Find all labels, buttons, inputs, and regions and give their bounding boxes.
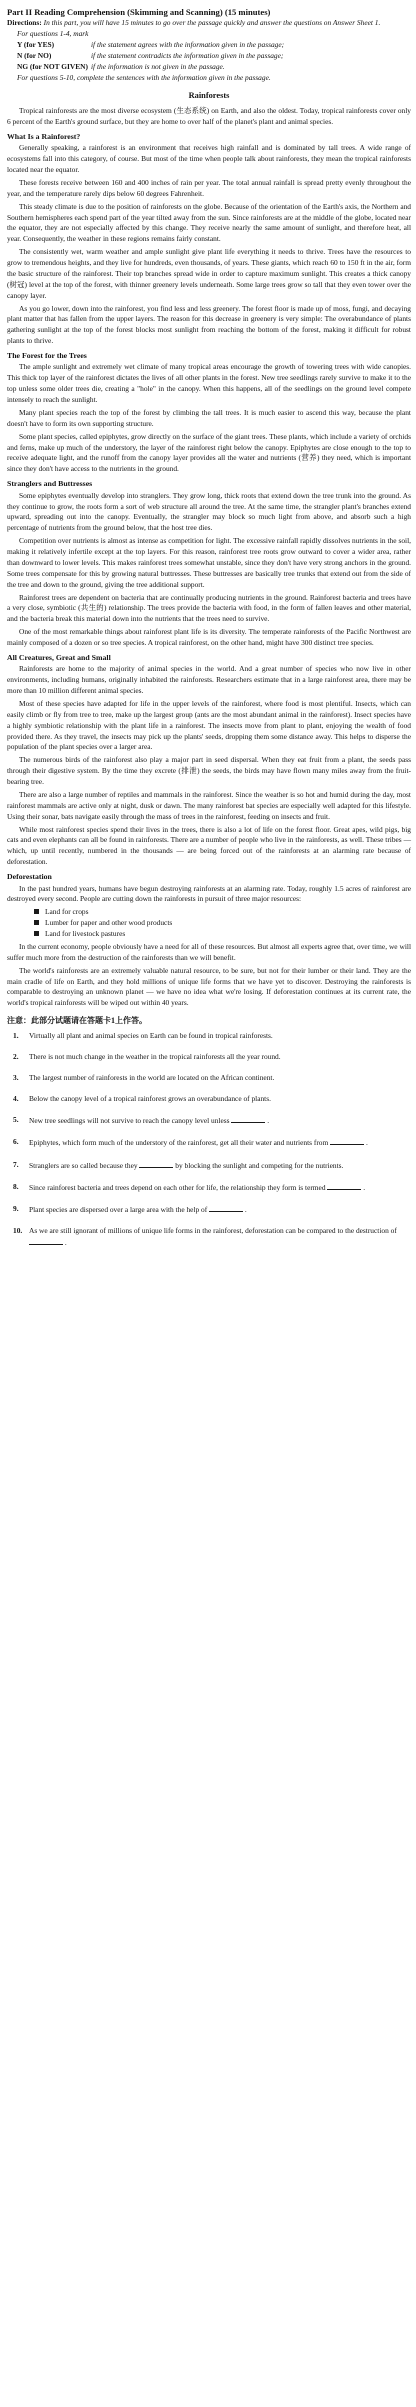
paragraph: The ample sunlight and extremely wet climate of many tropical areas encourage the growth of towering trees with wide canopies. This thick top layer of the rainforest dictates the lives of all other plants in the forest. New tree seedlings rarely survive to make it to the top unless some older trees die, creating a "hole" in the canopy. When this happens, all of the seedlings on the ground level compete intensely to reach the sunlight. [7, 362, 411, 405]
answer-blank [29, 1236, 63, 1245]
answer-option [17, 62, 411, 73]
question-number: 8. [13, 1181, 19, 1191]
part-title: Part II Reading Comprehension (Skimming and Scanning) (15 minutes) [7, 7, 271, 17]
question-stem: Below the canopy level of a tropical rainforest grows an overabundance of plants. [29, 1094, 271, 1104]
question-stem: New tree seedlings will not survive to reach the canopy level unless [29, 1116, 230, 1126]
question-number: 9. [13, 1203, 19, 1213]
paragraph: The numerous birds of the rainforest also play a major part in seed dispersal. When they eat fruit from a plant, the seeds pass through their digestive system. By the time they excrete (排泄) the seeds, the birds may have flown many miles away from the fruit-bearing tree. [7, 755, 411, 787]
paragraph: This steady climate is due to the position of rainforests on the globe. Because of the orientation of the Earth's axis, the Northern and Southern hemispheres each spend part of the year tilted away from the sun. Since rainforests are at the middle of the globe, located near the equator, they are not especially affected by this change. They receive nearly the same amount of sunlight, and therefore heat, all year. Consequently, the weather in these regions remains fairly constant. [7, 201, 411, 244]
square-bullet-icon [34, 931, 39, 936]
section-heading: Stranglers and Buttresses [7, 479, 93, 489]
bullet-list [7, 907, 411, 940]
paragraph: Most of these species have adapted for life in the upper levels of the rainforest, where food is most plentiful. Insects, which can easily climb or fly from tree to tree, make up the largest group (ants are the most abundant animal in the rainforest). Insect species have a highly symbiotic relationship with the plant life in a rainforest. The insects move from plant to plant, enjoying the wealth of food provided there. As they travel, the insects may pick up the plants' seeds, dropping them some distance away. This helps to disperse the population of the plant species over a larger area. [7, 698, 411, 752]
article-section [7, 652, 411, 868]
question-item [13, 1051, 411, 1062]
paragraph: These forests receive between 160 and 400 inches of rain per year. The total annual rainfall is spread pretty evenly throughout the year, and the temperature rarely dips below 60 degrees Fahrenheit. [7, 177, 411, 198]
paragraph: Generally speaking, a rainforest is an environment that receives high rainfall and is dominated by tall trees. A wide range of ecosystems fall into this category, of course. But most of the time when people talk about rainforests, they mean the tropical rainforests located near the equator. [7, 143, 411, 174]
answer-option [17, 40, 411, 51]
question-stem: Since rainforest bacteria and trees depend on each other for life, the relationship they form is termed [29, 1182, 326, 1192]
question-item [13, 1072, 411, 1083]
question-text [29, 1072, 411, 1083]
question-item [13, 1093, 411, 1104]
question-text [29, 1203, 411, 1215]
question-text [29, 1159, 411, 1171]
question-item [13, 1114, 411, 1126]
article-title: Rainforests [188, 90, 230, 100]
paragraph: Some epiphytes eventually develop into stranglers. They grow long, thick roots that extend down the tree trunk into the ground. As they continue to grow, the roots form a sort of web structure all around the tree. At the same time, the strangler plant's branches extend upward, spreading out into the canopy. Eventually, the strangler may block so much light from above, and absorb such a high percentage of nutrients from the ground below, that the host tree dies. [7, 490, 411, 533]
bullet-text: Land for crops [45, 907, 89, 917]
bullet-item [45, 929, 411, 940]
section-heading: Deforestation [7, 872, 52, 882]
paragraph: One of the most remarkable things about rainforest plant life is its diversity. The temperate rainforests of the Pacific Northwest are mainly composed of a dozen or so tree species. A tropical rainforest, on the other hand, might have 300 distinct tree species. [7, 627, 411, 648]
question-tail: . [363, 1182, 366, 1192]
question-tail: . [64, 1238, 67, 1248]
question-number: 3. [13, 1073, 19, 1083]
question-text [29, 1225, 411, 1248]
question-stem: Virtually all plant and animal species on Earth can be found in tropical rainforests. [29, 1030, 273, 1040]
section-heading: All Creatures, Great and Small [7, 652, 111, 662]
option-key: Y (for YES) [17, 40, 55, 50]
answer-blank [139, 1159, 173, 1168]
paragraph: Rainforests are home to the majority of animal species in the world. And a great number of species who now live in other environments, including humans, originally inhabited the rainforests. Researchers estimate that in a large rainforest area, there may be more than 10 million different animal species. [7, 664, 411, 696]
article-sections [7, 131, 411, 1009]
article-section [7, 350, 411, 475]
paragraph: Some plant species, called epiphytes, grow directly on the surface of the giant trees. These plants, which include a variety of orchids and ferns, make up much of the understory, the layer of the rainforest right below the canopy. Epiphytes are close enough to the top to receive adequate light, and the runoff from the canopy layer provides all the water and nutrients (营养) they need, which is important since they don't have access to the nutrients in the ground. [7, 431, 411, 474]
option-key: N (for NO) [17, 51, 52, 61]
answer-blank [209, 1203, 243, 1212]
questions-1-4-instruction: For questions 1-4, mark [17, 29, 89, 39]
option-description: if the statement contradicts the information given in the passage; [91, 51, 284, 61]
directions [7, 18, 411, 29]
paragraph: The consistently wet, warm weather and ample sunlight give plant life everything it needs to thrive. Trees have the resources to grow to tremendous heights, and they live for hundreds, even thousands, of years. These giants, which reach 60 to 150 ft in the air, form the basic structure of the rainforest. Their top branches spread wide in order to capture maximum sunlight. This creates a thick canopy (树冠) level at the top of the forest, with thinner greenery levels underneath. Some large trees grow so tall that they even tower over the canopy layer. [7, 247, 411, 300]
bullet-item [45, 918, 411, 929]
question-number: 7. [13, 1159, 19, 1169]
bullet-item [45, 907, 411, 918]
question-tail: by blocking the sunlight and competing for the nutrients. [175, 1160, 344, 1170]
paragraph: In the current economy, people obviously have a need for all of these resources. But almost all experts agree that, over time, we will suffer much more from the destruction of the rainforests than we will benefit. [7, 941, 411, 962]
option-description: if the statement agrees with the information given in the passage; [91, 40, 285, 50]
section-heading: What Is a Rainforest? [7, 131, 81, 141]
answer-blank [330, 1136, 364, 1145]
question-stem: As we are still ignorant of millions of unique life forms in the rainforest, deforestation can be compared to the destruction of [29, 1225, 397, 1235]
bullet-text: Lumber for paper and other wood products [45, 918, 173, 928]
question-item [13, 1181, 411, 1193]
questions-5-10-instruction: For questions 5-10, complete the sentences with the information given in the passage. [17, 72, 271, 82]
article-section [7, 131, 411, 347]
question-tail: . [267, 1116, 270, 1126]
question-text [29, 1114, 411, 1126]
paragraph: Competition over nutrients is almost as intense as competition for light. The excessive rainfall rapidly dissolves nutrients in the soil, making it relatively infertile except at the top layers. For this reason, rainforest tree roots grow outward to cover a wider area, rather than downward to lower levels. This makes rainforest trees somewhat unstable, since they don't have very strong anchors in the ground. Some trees compensate for this by growing natural buttresses. These buttresses are basically tree trunks that extend out from the side of the tree and down to the ground, giving the tree additional support. [7, 536, 411, 589]
bullet-text: Land for livestock pastures [45, 929, 126, 939]
question-stem: The largest number of rainforests in the world are located on the African continent. [29, 1073, 275, 1083]
question-stem: There is not much change in the weather in the tropical rainforests all the year round. [29, 1052, 281, 1062]
paragraph: While most rainforest species spend their lives in the trees, there is also a lot of life on the forest floor. Great apes, wild pigs, big cats and even elephants can all be found in rainforests. There are a number of people who live in the rainforests, as well. These tribes — which, up until recently, numbered in the thousands — are being forced out of the rainforests at an alarming rate because of deforestation. [7, 824, 411, 867]
paragraph: Many plant species reach the top of the forest by climbing the tall trees. It is much easier to ascend this way, because the plant doesn't have to form its own supporting structure. [7, 407, 411, 428]
question-text [29, 1093, 411, 1104]
paragraph: There are also a large number of reptiles and mammals in the rainforest. Since the weather is so hot and humid during the day, most rainforest mammals are active only at night, dusk or dawn. The many rainforest bat species are especially well adapted for this lifestyle. Using their sonar, bats navigate easily through the mass of trees in the rainforest, feeding on insects and fruit. [7, 789, 411, 821]
directions-label: Directions: [7, 18, 42, 28]
question-number: 1. [13, 1030, 19, 1040]
option-key: NG (for NOT GIVEN) [17, 61, 88, 71]
question-stem: Stranglers are so called because they [29, 1160, 138, 1170]
question-list [7, 1030, 411, 1248]
question-text [29, 1051, 411, 1062]
paragraph: In the past hundred years, humans have begun destroying rainforests at an alarming rate. Today, roughly 1.5 acres of rainforest are destroyed every second. People are cutting down the rainforests in pursuit of three major resources: [7, 883, 411, 904]
question-tail: . [365, 1138, 368, 1148]
question-text [29, 1181, 411, 1193]
option-description: if the information is not given in the passage. [91, 61, 225, 71]
question-number: 10. [13, 1225, 23, 1235]
square-bullet-icon [34, 920, 39, 925]
directions-text: In this part, you will have 15 minutes to go over the passage quickly and answer the questions on Answer Sheet 1. [41, 18, 381, 28]
question-text [29, 1136, 411, 1148]
question-text [29, 1030, 411, 1041]
question-number: 6. [13, 1137, 19, 1147]
question-stem: Epiphytes, which form much of the understory of the rainforest, get all their water and nutrients from [29, 1138, 329, 1148]
question-number: 5. [13, 1115, 19, 1125]
article-section [7, 478, 411, 649]
article-intro [7, 106, 411, 128]
question-tail: . [244, 1204, 247, 1214]
question-item [13, 1225, 411, 1248]
square-bullet-icon [34, 909, 39, 914]
answer-option [17, 51, 411, 62]
answer-blank [327, 1181, 361, 1190]
question-item [13, 1136, 411, 1148]
paragraph: As you go lower, down into the rainforest, you find less and less greenery. The forest floor is made up of moss, fungi, and decaying plant matter that has fallen from the upper layers. The reason for this decrease in greenery is very simple: The overabundance of plants gathering sunlight at the top of the forest blocks most sunlight from reaching the bottom of the forest, making it difficult for robust plants to thrive. [7, 303, 411, 346]
paragraph: The world's rainforests are an extremely valuable natural resource, to be sure, but not for their lumber or their land. They are the main cradle of life on Earth, and they hold millions of unique life forms that we have yet to discover. Destroying the rainforests is comparable to destroying an unknown planet — we have no idea what we're losing. If deforestation continues at its current rate, the world's tropical rainforests will be wiped out within 40 years. [7, 965, 411, 1008]
question-number: 2. [13, 1052, 19, 1062]
paragraph: Rainforest trees are dependent on bacteria that are continually producing nutrients in the ground. Rainforest bacteria and trees have a very close, symbiotic (共生的) relationship. The trees provide the bacteria with food, in the form of fallen leaves and other material, and the bacteria break this material down into the nutrients that the trees need to survive. [7, 592, 411, 624]
question-item [13, 1159, 411, 1171]
answer-blank [231, 1114, 265, 1123]
questions-header: 注意：此部分试题请在答题卡1上作答。 [7, 1016, 147, 1026]
question-number: 4. [13, 1094, 19, 1104]
question-item [13, 1203, 411, 1215]
section-heading: The Forest for the Trees [7, 351, 87, 360]
answer-options [7, 40, 411, 73]
question-stem: Plant species are dispersed over a large area with the help of [29, 1204, 208, 1214]
article-section [7, 871, 411, 1009]
question-item [13, 1030, 411, 1041]
intro-paragraph: Tropical rainforests are the most diverse ecosystem (生态系统) on Earth, and also the oldest. Today, tropical rainforests cover only 6 percent of the Earth's ground surface, but they are home to over half of the planet's plant and animal species. [7, 106, 411, 126]
